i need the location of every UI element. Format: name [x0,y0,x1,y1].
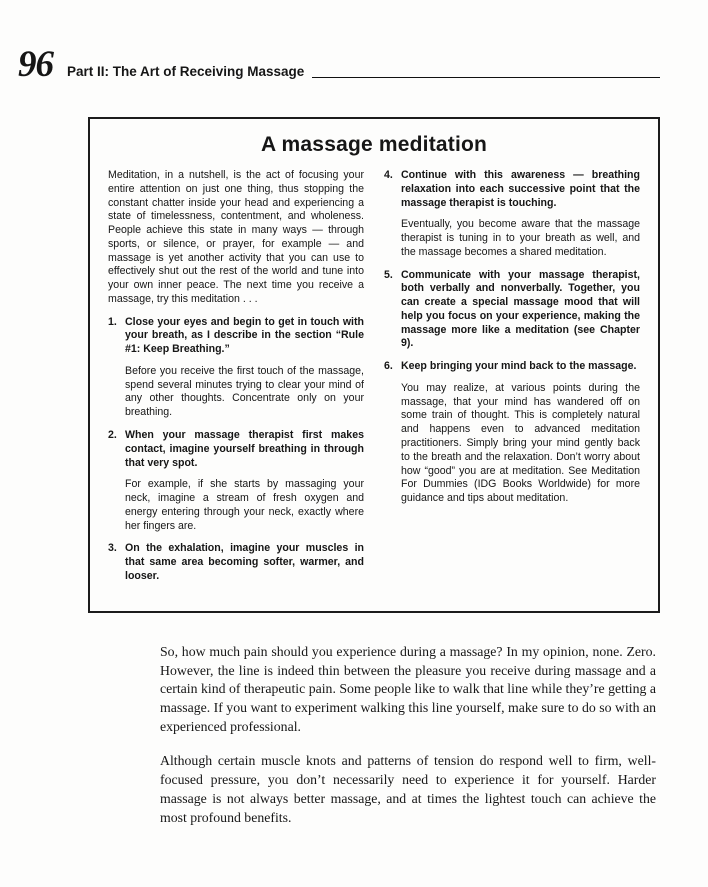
item-body: For example, if she starts by massaging your neck, imagine a stream of fresh oxygen and energy entering through your neck, exactly where her fingers are. [125,478,364,532]
list-item-5 [384,269,640,352]
item-text [125,429,364,533]
list-item-3 [108,542,364,583]
list-item-2 [108,429,364,533]
sidebar-left-column [108,169,364,593]
sidebar-columns [108,169,640,593]
list-item-1 [108,316,364,420]
item-title: Communicate with your massage therapist, both verbally and nonverbally. Together, you can create a special massage mood that will help you focus on your experience, making the massage more like a meditation (see Chapter 9). [401,268,640,350]
body-paragraph-2: Although certain muscle knots and patterns of tension do respond well to firm, well-focused pressure, you don’t necessarily need to experience it for yourself. Harder massage is not always better massage, and at times the lightest touch can achieve the most profound benefits. [160,753,656,825]
header-rule [312,77,660,78]
item-number: 4. [384,169,393,181]
sidebar-intro: Meditation, in a nutshell, is the act of focusing your entire attention on just one thing, thus stopping the constant chatter inside your head and experiencing a state of timelessness, contentment, and wholeness. People achieve this state in many ways — through sports, or silence, or prayer, for example — and massage is yet another activity that you can use to effectively shut out the rest of the world and tune into your own inner peace. The next time you receive a massage, try this meditation . . . [108,169,364,305]
item-body: You may realize, at various points during the massage, that your mind has wandered off on some train of thought. This is completely natural and happens even to advanced meditation practitioners. Simply bring your mind gently back to the breath and the relaxation. Don’t worry about how “good” you are at meditation. See Meditation For Dummies (IDG Books Worldwide) for more guidance and tips about meditation. [401,381,640,505]
item-text [401,360,640,506]
page-number: 96 [18,44,53,85]
page-header [18,46,660,83]
item-number: 3. [108,542,117,555]
item-number: 2. [108,429,117,442]
item-number: 1. [108,315,117,328]
sidebar-right-column [384,169,640,593]
item-title: Close your eyes and begin to get in touch with your breath, as I describe in the section “Rule #1: Keep Breathing.” [125,315,364,356]
item-text [401,169,640,260]
item-number: 6. [384,360,393,373]
item-body: Before you receive the first touch of the massage, spend several minutes trying to clear your mind of any other thoughts. Concentrate only on your breathing. [125,364,364,419]
item-title: Continue with this awareness — breathing relaxation into each successive point that the massage therapist is touching. [401,169,640,209]
list-item-6 [384,360,640,506]
item-body: Eventually, you become aware that the massage therapist is tuning in to your breath as well, and the massage becomes a shared meditation. [401,218,640,258]
body-copy [160,643,656,828]
item-text [401,269,640,352]
body-paragraph-1: So, how much pain should you experience during a massage? In my opinion, none. Zero. However, the line is indeed thin between the pleasure you receive during massage and a certain kind of therapeutic pain. Some people like to walk that line while they’re getting a massage. If you want to experiment walking this line yourself, make sure to do so with an experienced professional. [160,643,656,735]
running-head: Part II: The Art of Receiving Massage [67,64,305,79]
list-item-4 [384,169,640,260]
sidebar-box [88,117,660,613]
item-number: 5. [384,268,393,281]
item-text [125,542,364,583]
item-title: Keep bringing your mind back to the massage. [401,360,637,373]
item-title: On the exhalation, imagine your muscles in that same area becoming softer, warmer, and looser. [125,542,364,582]
item-title: When your massage therapist first makes contact, imagine yourself breathing in through that very spot. [125,429,364,469]
item-text [125,316,364,420]
sidebar-title: A massage meditation [260,133,488,156]
